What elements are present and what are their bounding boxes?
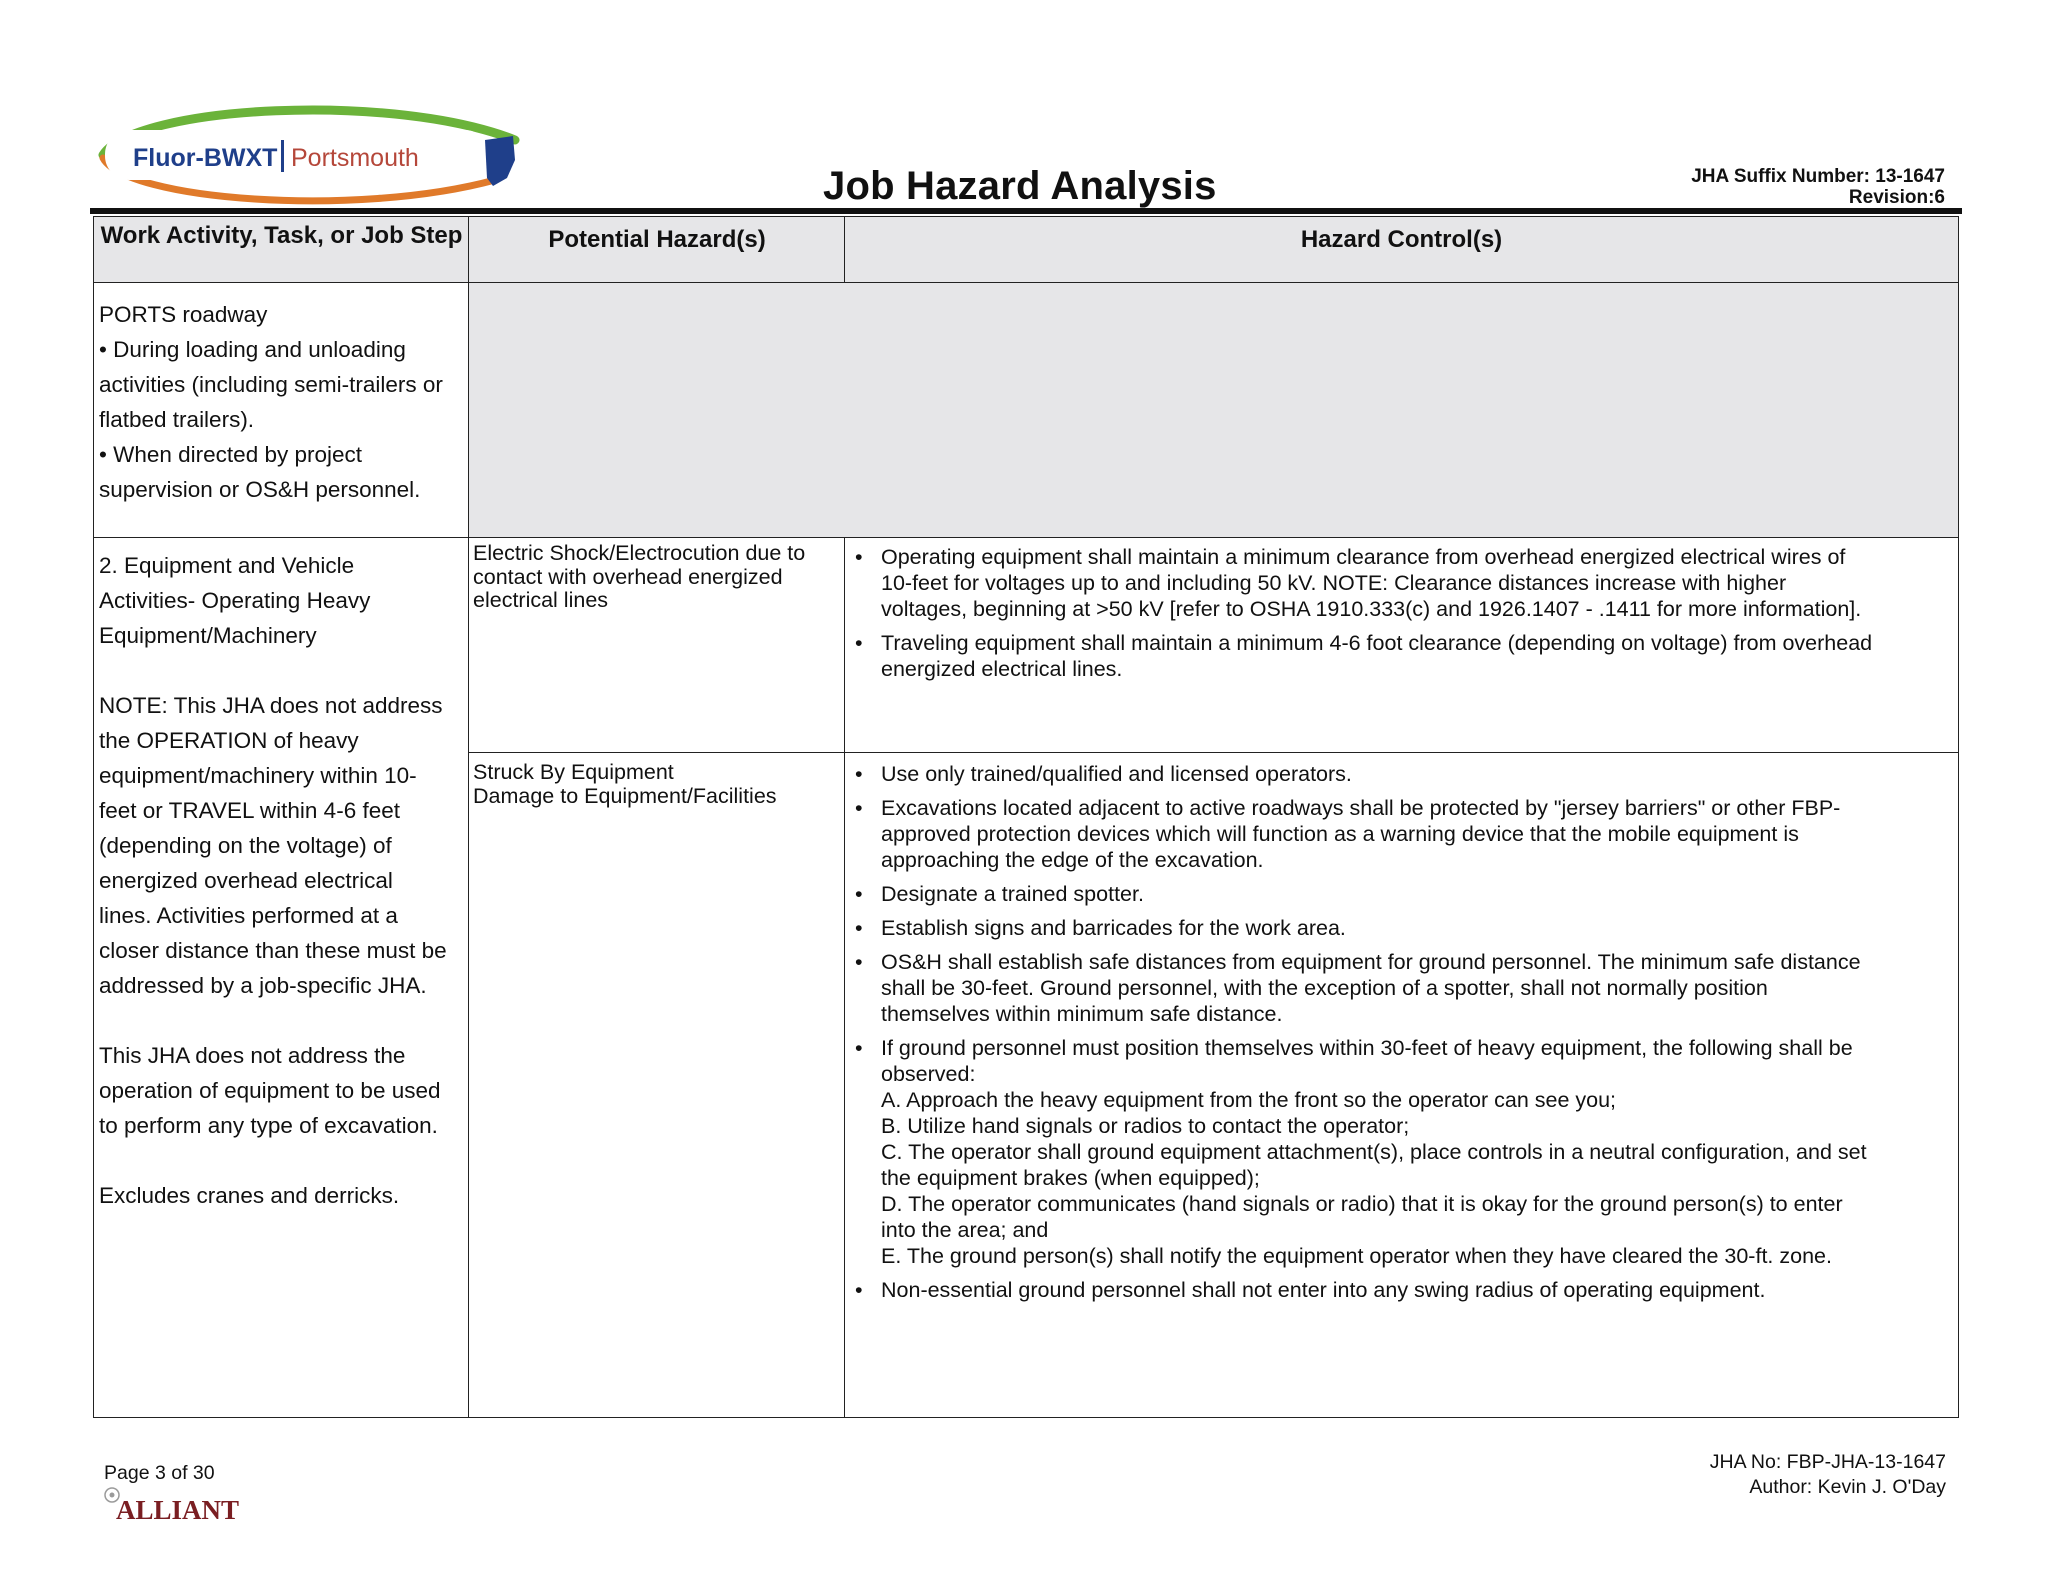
column-header-controls-label: Hazard Control(s) <box>1300 226 1503 253</box>
column-header-hazards <box>468 216 846 284</box>
control-text: Operating equipment shall maintain a minimum clearance from overhead energized electrical wires of 10-feet for voltages up to and including 50 kV. NOTE: Clearance distances increase with higher voltages, beginning at >50 kV [refer to OSHA 1910.333(c) and 1926.1407 - .1411 for more information]. <box>881 545 1862 621</box>
row2b-controls-list <box>845 753 1958 1303</box>
row2-activity-line: addressed by a job-specific JHA. <box>99 973 427 998</box>
control-text: OS&H shall establish safe distances from equipment for ground personnel. The minimum safe distance shall be 30-feet. Ground personnel, with the exception of a spotter, shall not normally position themselves within minimum safe distance. <box>881 950 1861 1026</box>
row2-activity-line: NOTE: This JHA does not address <box>99 693 443 718</box>
jha-suffix-block <box>1691 166 1945 208</box>
bullet-icon: • <box>855 1036 863 1060</box>
row2-activity-line: (depending on the voltage) of <box>99 833 392 858</box>
hazard-line: contact with overhead energized <box>473 564 783 589</box>
row1-activity-line: supervision or OS&H personnel. <box>99 477 421 502</box>
page-title: Job Hazard Analysis <box>823 164 1217 208</box>
ohio-shape-icon <box>485 136 515 186</box>
row1-activity-cell <box>93 282 470 539</box>
column-header-activity-label: Work Activity, Task, or Job Step <box>100 222 463 249</box>
row2-activity-text <box>94 538 469 1213</box>
fluor-bwxt-portsmouth-logo <box>95 100 525 210</box>
control-text: If ground personnel must position themselves within 30-feet of heavy equipment, the following shall be observed: A. Approach the heavy equipment from the front so the operator can see you; B. Utilize hand signals or radios to contact the operator; C. The operator shall ground equipment attachment(s), place controls in a neutral configuration, and set the equipment brakes (when equipped); D. The operator communicates (hand signals or radio) that it is okay for the ground person(s) to enter into the area; and E. The ground person(s) shall notify the equipment operator when they have cleared the 30-ft. zone. <box>881 1036 1867 1268</box>
row2b-hazard-cell <box>468 752 846 1418</box>
jha-number: JHA No: FBP-JHA-13-1647 <box>1709 1451 1946 1473</box>
hazard-line: Electric Shock/Electrocution due to <box>473 541 806 565</box>
row2-activity-line: closer distance than these must be <box>99 938 447 963</box>
row2-activity-line: feet or TRAVEL within 4-6 feet <box>99 798 400 823</box>
row2b-hazard-text <box>469 753 845 808</box>
control-item <box>845 881 1952 907</box>
control-text: Non-essential ground personnel shall not enter into any swing radius of operating equipment. <box>881 1278 1766 1302</box>
column-header-hazards-label: Potential Hazard(s) <box>548 226 766 253</box>
control-text: Designate a trained spotter. <box>881 882 1144 906</box>
row2-activity-cell <box>93 537 470 1418</box>
footer-meta <box>1710 1450 1946 1500</box>
control-item <box>845 544 1952 622</box>
row1-activity-line: PORTS roadway <box>99 302 268 327</box>
row2a-hazard-cell <box>468 537 846 754</box>
row1-activity-text <box>94 283 469 507</box>
logo-portsmouth-text: Portsmouth <box>291 144 419 172</box>
bullet-icon: • <box>855 1278 863 1302</box>
row1-activity-line: activities (including semi-trailers or <box>99 372 443 397</box>
row1-activity-line: flatbed trailers). <box>99 407 255 432</box>
row2a-controls-cell <box>844 537 1959 754</box>
paragraph-gap <box>99 1003 464 1038</box>
row2-activity-line: equipment/machinery within 10- <box>99 763 417 788</box>
hazard-line: electrical lines <box>473 588 609 612</box>
row2-activity-line: Activities- Operating Heavy <box>99 588 371 613</box>
bullet-icon: • <box>855 631 863 655</box>
row2-activity-line: This JHA does not address the <box>99 1043 406 1068</box>
control-item <box>845 795 1952 873</box>
control-text: Establish signs and barricades for the work area. <box>881 916 1346 940</box>
bullet-icon: • <box>855 882 863 906</box>
page-number: Page 3 of 30 <box>104 1462 215 1484</box>
control-text: Excavations located adjacent to active roadways shall be protected by "jersey barriers" or other FBP- approved protection devices which will function as a warning device that the mobile equipment is approaching the edge of the excavation. <box>881 796 1841 872</box>
paragraph-gap <box>99 1143 464 1178</box>
title-rule <box>90 208 1962 214</box>
row2-activity-line: lines. Activities performed at a <box>99 903 398 928</box>
control-text: Traveling equipment shall maintain a minimum 4-6 foot clearance (depending on voltage) from overhead energized electrical lines. <box>881 631 1873 681</box>
hazard-line: Damage to Equipment/Facilities <box>473 783 777 808</box>
bullet-icon: • <box>855 545 863 569</box>
control-item <box>845 1035 1952 1269</box>
bullet-icon: • <box>855 950 863 974</box>
row1-activity-line: • During loading and unloading <box>99 337 406 362</box>
row1-shaded-cell <box>468 282 1959 539</box>
hazard-table <box>93 216 1959 1418</box>
control-item <box>845 1277 1952 1303</box>
bullet-icon: • <box>855 762 863 786</box>
author: Author: Kevin J. O'Day <box>1749 1476 1946 1498</box>
row2-activity-line: Equipment/Machinery <box>99 623 317 648</box>
control-item <box>845 949 1952 1027</box>
control-item <box>845 915 1952 941</box>
row2-activity-line: to perform any type of excavation. <box>99 1113 438 1138</box>
control-text: Use only trained/qualified and licensed operators. <box>881 762 1352 786</box>
row2-activity-line: Excludes cranes and derricks. <box>99 1183 400 1208</box>
logo-fluor-text: Fluor-BWXT <box>133 144 278 172</box>
bullet-icon: • <box>855 916 863 940</box>
row2-activity-line: 2. Equipment and Vehicle <box>99 553 355 578</box>
row1-activity-line: • When directed by project <box>99 442 363 467</box>
alliant-logo <box>102 1485 282 1525</box>
column-header-controls <box>844 216 1959 284</box>
jha-suffix-number: JHA Suffix Number: 13-1647 <box>1691 166 1945 187</box>
hazard-line: Struck By Equipment <box>473 760 674 784</box>
control-item <box>845 761 1952 787</box>
control-item <box>845 630 1952 682</box>
revision-number: Revision:6 <box>1848 187 1945 208</box>
column-header-activity <box>93 216 470 284</box>
row2-activity-line: operation of equipment to be used <box>99 1078 441 1103</box>
row2a-hazard-text <box>469 538 845 613</box>
alliant-logo-text: ALLIANT <box>116 1495 240 1525</box>
row2-activity-line: the OPERATION of heavy <box>99 728 359 753</box>
row2-activity-line: energized overhead electrical <box>99 868 393 893</box>
row2a-controls-list <box>845 538 1958 682</box>
bullet-icon: • <box>855 796 863 820</box>
paragraph-gap <box>99 653 464 688</box>
row2b-controls-cell <box>844 752 1959 1418</box>
